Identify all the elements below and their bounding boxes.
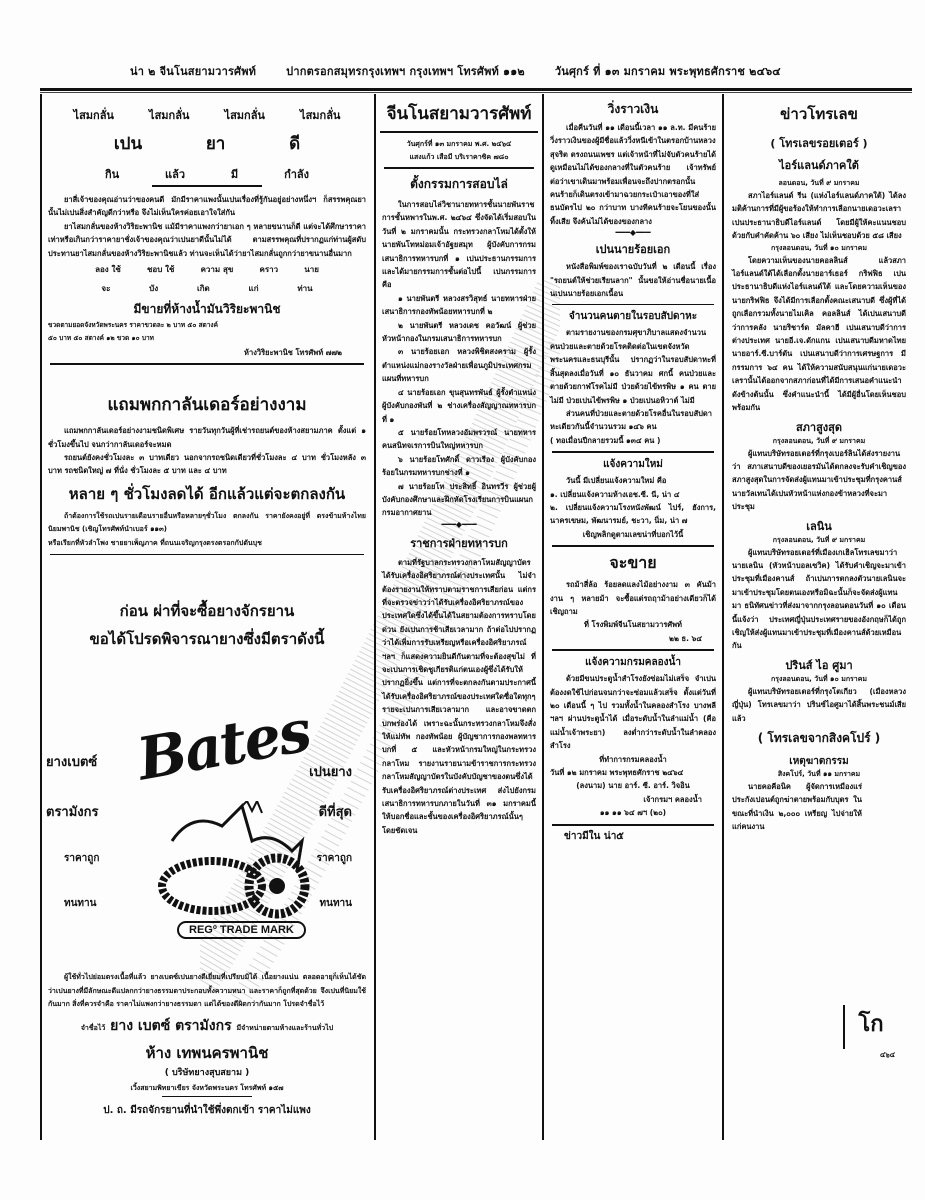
ad-text: ความ สุข [200,265,234,275]
article-para: ๑๑ ๑๑ ๖๔ ๗ฯ (๒๐) [599,808,667,818]
article-heading: ราชการฝ่ายทหารบก [410,536,508,550]
article-para: ในการสอบไล่วิชานายทหารชั้นนายพันราชการชั้นหพารในพ.ศ. ๒๔๖๔ ซึ่งจัดได้เริ่มสอบในวันที่ ๒ มกราคมนั้น กระทรวงกลาโหมได้ตั้งให้นายพันโทหม่อมเจ้าอัฐยสมุท ผู้บังคับการกรมเสนาธิการทหารบกที่ ๑ เปนประธานกรรมการ และได้มายกรรมการชั้นต่อไปนี้ เปนกรรมการ คือ [382,200,536,290]
divider [384,167,534,169]
ad-footer: ถ้าต้องการใช้รถเปนรายเดือนรายอื่นหรือหลายๆชั่วโมง ตกลงกัน ราคายังคงอยู่ที่ ตรงข้ามห้างไทยนิยมพานิช (เชิญโทรศัพท์นำเบอร์ ๑๑๓) [48,511,366,534]
column-advertisements [40,94,372,1140]
ad-text: จะ [101,284,111,294]
article [376,175,542,520]
article-para: ๓ นายร้อยเอก หลวงพิชิตสงคราม ผู้รั้งตำแหน่งแม่กองรางวัลฝ่ายเพื่อนภูมิประเทศกรมแผนที่ทหารบก [382,347,536,384]
ornament-divider: ━━━◆━━━ [615,228,651,238]
article-para: หนังสือพิมพ์ของเราฉบับวันที่ ๒ เดือนนี้ เรื่อง "รถยนต์ให้ช่วยเรียนลาก" นั้นขอให้อ่านชื่อนายเนื้อนเปนนายร้อยเอกเนื้อน [550,262,716,299]
ad-text: ไสมกลั่น [73,109,114,122]
section-subheader: ( โทรเลขรอยเตอร์ ) [770,137,868,150]
ad-shop: ห้าง เทพนครพานิช [145,1044,269,1063]
ad-small-grid [42,279,372,298]
article-para: ๒ นายพันตรี หลวงเดช คอวัฒน์ ผู้ช่วยหัวหน้ากองในกรมเสนาธิการทหารบก [382,320,536,344]
story-text: สภาไอร์แลนด์ รีน (แห่งไอร์แลนด์ภาคใต้) ได้ลงมติค้านการที่มีผู้ขอร้องให้ทำการเลือกนายเดอวะเลราเปนประธานาธิบดีไอร์แลนด์ โดยมีผู้ให้คะแนนชอบด้วยกับคำคัดค้าน ๖๐ เสียง ไม่เห็นชอบด้วย ๕๘ เสียง [732,191,906,241]
ad-line: ก่อน ผ่าที่จะซื้อยางจักรยาน [119,602,295,621]
column-telegrams [726,94,912,1140]
column-editorial [374,94,544,1140]
top-rule [40,88,912,91]
bates-illustration [42,651,372,981]
ad-address: ห้างวิริยะพานิช โทรศัพท์ ๗๗๒ [244,347,342,357]
ad-text: เกิด [196,284,210,294]
telegram-story [726,729,912,834]
ad-text: คราว [259,265,279,275]
divider [152,185,262,187]
article-para: เจ้ากรมฯ คลองน้ำ [643,794,702,804]
ad-headline-word: ยา [205,134,226,154]
ad-left-label: ตรามังกร [46,805,99,821]
ad-headline-word: เปน [113,134,143,154]
masthead-address: ปากตรอกสมุทรกรุงเทพฯ กรุงเทพฯ โทรศัพท์ ๑๑๒ [286,65,525,78]
story-text: ผู้แทนบริษัทรอยเตอร์ที่กรุงเบอร์ลินได้ส่งรายงานว่า สภาเสนาบดีของเยอรมันได้ตกลงจะรับคำเชิญของสภาสูงสุดในการจัดส่งผู้แทนมาเข้าประชุมที่กรุงคานส์ นายวัลเทนได้เปนหัวหน้าแห่งกองข้าหลวงที่จะมาประชุม [732,448,906,512]
article [544,655,722,819]
ad-right-label: ดีที่สุด [318,805,352,821]
article-para: ๕ นายร้อยโทหลวงอัมพรวรณ์ นายทหารคนสนิทจเรการบินใหญ่ทหารบก [382,427,536,451]
story-text: โดยความเห็นของนายคอลลินส์ แล้วสภาไอร์แลนด์ใต้ได้เลือกตั้งนายอาร์เธอร์ กริฟฟิธ เปนประธานาธิบดีแห่งไอร์แลนด์ใต้ และโดยความเห็นของนายกริฟฟิธ จึงได้มีการเลือกตั้งคณะเสนาบดี ซึ่งผู้ที่ได้ถูกเลือกรวมทั้งนายไมเคิล คอลลินส์ ได้เปนเสนาบดีว่าการคลัง นายริชาร์ด มัลคาฮี เปนเสนาบดีว่าการต่างประเทศ นายอี.เจ.ดักแกน เปนเสนาบดีมหาดไทย นายอาร์.ซี.บาร์ตัน เปนเสนาบดีว่าการเศรษฐการ มีกรรมการ ๖๔ คน ได้ให้ความสนับสนุนแก่นายเดอวะเลรานั้นได้ออกจากสภาก่อนที่ได้มีการเสนอคำแนะนำดังข้างต้นนั้น ซึ่งคำแนะนำนี้ ได้มีผู้อื่นโดยเห็นชอบพร้อมกัน [732,255,906,413]
article-heading: แจ้งความกรมคลองน้ำ [585,657,681,669]
ad-price: ๕๐ บาท ๕๐ สตางค์ ๑๒ ขวด ๑๐ บาท [48,334,154,343]
ad-text: ลอง ใช้ [95,265,121,275]
ad-text: กิน [104,168,120,181]
article [376,534,542,838]
ad-brand-line [42,1015,372,1037]
ad-body: ยาไสมกลั่นของห้างวิริยะพานิช แม้มีราคาแพงกว่ายาเอก ๆ หลายขนานก็ดี แต่จะได้ศึกษาราคาเท่าหรือเกินกว่าราคายาชั่งเจ้าของคุณว่าเปนยาดีนั้นไม่ได้ ตามสรรพคุณที่ปรากฏแก่ท่านผู้สดับประทานยาไสมกลั่นของห้างวิริยะพานิชแล้ว ท่านจะเห็นได้ว่ายาไสมกลั่นถูกกว่ายาขนานอื่นมาก [48,221,366,258]
divider [552,451,714,453]
story-text: ผู้แทนบริษัทรอยเตอร์ที่เมืองเกเฮิลโทรเลขมาว่า นายเลนิน (หัวหน้าบอลเซวิค) ได้รับคำเชิญจะมาเข้าประชุมที่เมืองคานส์ ถ้าเปนการตกลงตัวนายเลนินจะมาเข้าประชุมโดยตนเองหรือมิฉะนั้นก็จะจัดส่งผู้แทนมา ธนิทัศนข่าวที่ส่งมาจากกรุงลอนดอนวันที่ ๑๐ เดือนนี้แจ้งว่า ประเทศญี่ปุ่นประเทศรายของอังกฤษก็ได้ถูกเชิญให้ส่งผู้แทนมาเข้าประชุมที่เมืองคานส์ด้วยเหมือนกัน [732,547,906,651]
article [544,309,722,447]
article-para: ๑ นายพันตรี หลวงสรวิสุทธ์ นายทหารฝ่ายเสนาธิการกองทัพน้อยทหารบกที่ ๒ [382,293,536,317]
article-para: ส่วนคนที่ป่วยและตายด้วยโรคอื่นในรอบสัปดาหะเดียวกันนี้จำนวนรวม ๑๔๖ คน [550,408,712,432]
article-para: วันนี้ มีเปลี่ยนแจ้งความใหม่ คือ [566,476,667,486]
ad-text: ไสมกลั่น [149,109,190,122]
article-para: (ลงนาม) นาย อาร์. ซี. อาร์. วิจอิน [576,781,690,791]
ad-text: แล้ว [165,168,186,181]
section-header: ข่าวโทรเลข [780,105,858,123]
ad-body: แถมพกกาลันเดอร์อย่างงามชนิดพิเศษ รายวันทุกวันผู้ที่เช่ารถยนต์ของห้างสยามภาค ตั้งแต่ ๑ ชั่วโมงขึ้นไป จนกว่ากาลันเดอร์จะหมด [48,426,366,449]
dateline: สิงคโปร์, วันที่ ๑๑ มกราคม [777,770,861,778]
article-heading: ตั้งกรรมการสอบไล่ [410,177,508,191]
dragon-tyre-icon [152,801,322,921]
masthead [130,62,890,80]
ad-price: ขวดตามยอดจังหวัดพระนคร ราคาขวดละ ๒ บาท ๕๐ สตางค์ [48,321,218,330]
ad-headline: หลาย ๆ ชั่วโมงลดได้ อีกแล้วแต่จะตกลงกัน [68,484,346,503]
article-para: ( ทอเมื่อนปีกลายรวมนี้ ๑๓๔ คน ) [550,435,661,445]
ad-bates-tyres [42,559,372,1118]
ad-somkhlan [42,94,372,359]
ad-left-label: ทนทาน [64,898,97,910]
article-para: ๒. เปลี่ยนแจ้งความโรงหนังพัฒน์ ไปร์, ฮังการ, นาครเขษม, พัฒนารมย์, ชะวา, นิ่ม, น่า ๗ [550,502,716,526]
ad-title: แถมพกกาลันเดอร์อย่างงาม [107,395,307,416]
article-para: ที่ โรงพิมพ์จีนโนสยามวารศัพท์ [583,620,682,630]
article [544,100,722,228]
divider [552,304,714,305]
ad-left-label: ราคาถูก [64,853,100,865]
stamp-number: ๔๖๔ [879,1051,895,1059]
story-heading: ( โทรเลขจากสิงคโปร์ ) [757,731,881,745]
ad-footer: หรือเรียกที่หัวลำโพง ชายยาเพ็ญภาค ที่ถนนเจริญกรุงตรงตรอกกัปตันบุช [48,538,262,547]
story-text: นายคอคีอนิค ผู้จัดการเหมืองแร่ ประกังเปอนต์ถูกฆ่าตายพร้อมกับบุตร ในขณะที่นำเงิน ๒,๐๐๐ เหรียญ ไปจ่ายให้แก่คนงาน [732,782,862,832]
article-para: ตามที่รัฐบาลกระทรวงกลาโหมสัญญาบัตรได้รับเครื่องอิศริยาภรณ์ต่างประเทศนั้น ไม่จำต้องรายงานให้ทราบตามราชการเสียก่อน แต่กรที่จะตรวจข่าวว่าได้รับเครื่องอิศริยาภรณ์ของประเทศใดซึ่งได้ขึ้นได้ในสยามต้องการทราบโดยด่วน ยังเปนการช้าเสียเวลามาก ถ้าต่อไปปรากฏว่าได้เพิ่มการรับเหรียญหรือเครื่องอิศริยาภรณ์ ฯลฯ ก็แสดงความยินดีกันตามที่จะต้องสุขไม่ ที่จะเปนการเชิดชูเกียรติแก่ตนเองผู้ซึ่งได้รับให้ปรากฏยิ่งขึ้น แต่การที่จะตกลงกันตามประกาศนี้ ได้รับเครื่องอิศริยาภรณ์ของประเทศใดซื่อใดทุกๆ รายจะเปนการเสียเวลามาก และอาจขาดตกบกพร่องได้ เพราะฉะนั้นกระทรวงกลาโหมจึงสั่งให้แม่ทัพ กองทัพน้อย ผู้บัญชาการกองพลทหารบกที่ ๕ และหัวหน้ากรมใหญ่ในกระทรวงกลาโหม รายงานรายนามข้าราชการกระทรวงกลาโหมสัญญาบัตรในบังคับบัญชาของตนซึ่งได้รับเครื่องอิศริยาภรณ์ต่างประเทศ ส่งไปยังกรมเสนาธิการทหารบกภายในวันที่ ๓๑ มกราคมนี้ ให้บอกชื่อและชั้นของเครื่องอิศริยาภรณ์นั้นๆ โดยชัดเจน [382,557,536,835]
ad-text: ท่าน [297,284,313,294]
ad-text: มี [230,168,239,181]
page-stamp [843,1005,897,1049]
top-rule-thin [40,92,912,93]
ad-text: ชอบ ใช้ [146,265,175,275]
story-heading: เลนิน [806,519,832,533]
article-para: ๔ นายร้อยเอก ขุนสุนทรพันธ์ ผู้รั้งตำแหน่งผู้บังคับกองพันที่ ๒ ช่างเครื่องสัญญาณทหารบกที่ ๑ [382,387,536,424]
article-heading: วิ่งราวเงิน [607,102,659,116]
paper-title: จีนโนสยามวารศัพท์ [386,104,532,124]
divider [162,1096,252,1097]
dateline: กรุงลอนดอน, วันที่ ๙ มกราคม [772,436,866,445]
ad-text: มีจำหน่ายตามห้างและร้านทั่วไป [236,1024,334,1033]
article-para: ๖ นายร้อยโทศักดิ์ ดาวเรือง ผู้บังคับกองร้อยในกรมทหารบกช่างที่ ๑ [382,454,536,478]
ad-somkhlan-headline [42,124,372,157]
article-heading: จะขาย [609,553,657,573]
story-heading: สภาสูงสุด [795,420,843,434]
article [544,240,722,300]
ad-text: บัง [149,284,159,294]
telegram-story [726,178,912,243]
article-para: ๗ นายร้อยโท ประสิทธิ์ อินทรวีร ผู้ช่วยผู้บังคับกองศึกษาและฝึกหัดโรงเรียนการบินแผนกกรมอากาศยาน [382,481,536,518]
paper-title-box [380,94,538,133]
bates-logo: Bates [132,696,315,794]
ad-line: ขอได้โปรดพิจารณายางซึ่งมีตราดังนี้ [89,630,325,649]
ad-calendar [42,369,372,550]
story-heading: ปรินส์ ไอ ศูมา [785,658,853,672]
stamp-letter: โก [858,1012,884,1037]
ad-right-label: ทนทาน [319,898,352,910]
ad-text: ไสมกลั่น [300,109,341,122]
ad-text: แก่ [248,284,259,294]
ad-text: จำชื่อไว้ [80,1024,106,1033]
ad-text: นาย [304,265,319,275]
article-para: เชิญพลิกดูตามเลขน่าที่บอกไว้นี้ [582,529,684,539]
column-local-news [544,94,724,1140]
ad-left-label: ยางเบตซ์ [46,755,98,771]
article-heading: แจ้งความใหม่ [603,459,663,471]
ad-body: รถยนต์ยังคงชั่วโมงละ ๓ บาทเดียว นอกจากรถชนิดเดียวที่ชั่วโมงละ ๔ บาท ชั่วโมงหลัง ๓ บาท รถชนิดใหญ่ ๗ ที่นั่ง ชั่วโมงละ ๕ บาท และ ๔ บาท [48,453,366,476]
telegram-story [726,656,912,725]
divider [50,554,364,555]
ad-seller: มีขายที่ห้างน้ำมันวิริยะพานิช [133,302,281,317]
ad-body: ยาสี่เจ้าของคุณอ่านว่าของคนดี มักมีราคาแพงนั้นเปนเรื่องที่รู้กันอยู่อย่างหนึ่งฯ ก็สรรพคุณยานั้นไม่เปนสิ่งสำคัญดีกว่าหรือ จึงไม่เห็นใครค่อยเอาใจใส่กัน [48,195,366,218]
article-para: ตามรายงานของกรมศุขาภิบาลแสดงจำนวนคนป่วยและตายด้วยโรคติดต่อในเขตจังหวัดพระนครและธนบุรีนั้น ปรากฏว่าในรอบสัปดาหะที่สิ้นสุดลงเมื่อวันที่ ๑๐ ธันวาคม ศกนี้ คนป่วยและตายด้วยกาฬโรคไม่มี ป่วยด้วยไข้ทรพิษ ๑ คน ตายไม่มี ป่วยเปนไข้พรพิษ ๑ ป่วยเปนอหิวาต์ ไม่มี [550,328,716,405]
ad-text: กำลัง [284,168,310,181]
article-para: เมื่อคืนวันที่ ๑๑ เดือนนี้เวลา ๑๑ ล.ท. มีคนร้ายวิ่งราวเงินของผู้มีชื่อแล้ววิ่งหนีเข้าในตรอกบ้านหลวงสุจริต ตรงถนนเพชร แต่เจ้าหน้าที่ไม่จับตัวคนร้ายได้ ดูเหมือนไม่ได้ของกลางที่ในตัวคนร้าย เจ้าทรัพย์ต่อว่าเขาเดินมาพร้อมเพื่อนจะถึงปากตรอกนั้น คนร้ายก็เดินตรงเข้ามาฉวยกระเป๋าเอาของที่ใส่ธนบัตรไป ๒๐ กว่าบาท บางทีคนร้ายจะโยนของนั้นทิ้งเสีย จึงค้นไม่ได้ของของกลาง [550,123,716,226]
divider [50,363,364,365]
ad-somkhlan-top-row [42,94,372,124]
dateline: กรุงลอนดอน, วันที่ ๑๐ มกราคม [770,243,868,252]
article-para: รถม้าสี่ล้อ ร้อยลดแลงไม้อย่างงาม ๓ คันม้างาน ๆ หลายม้า จะซื้อแต่รถฤาม้าอย่างเดียวก็ได้ เชิญถาม [550,580,716,616]
article-para: ที่ทำการกรมคลองน้ำ [599,754,667,764]
article-para: ๑. เปลี่ยนแจ้งความห้างเอช.ซี. นี, น่า ๔ [550,489,680,499]
dateline: กรุงลอนดอน, วันที่ ๙ มกราคม [772,535,866,544]
story-text: ผู้แทนบริษัทรอยเตอร์ที่กรุงโตเกียว (เมืองหลวงญี่ปุ่น) โทรเลขมาว่า ปรินซ์ไอศูมาได้สิ้นพระชนม์เสียแล้ว [732,686,906,723]
ad-brand-name: ยาง เบตซ์ ตรามังกร [110,1018,232,1035]
section-subheader: ไอร์แลนด์ภาคใต้ [779,159,859,172]
divider [552,545,714,547]
article-para: ๒๒ ธ. ๖๔ [669,633,702,643]
ad-right-label: เปนยาง [309,765,352,781]
divider [552,649,714,651]
story-subheading: เหตุฆาตกรรม [789,756,849,767]
article-para: วันที่ ๑๒ มกราคม พระพุทธศักราช ๒๔๖๔ [550,768,684,778]
ad-headline-word: ดี [289,134,301,154]
continued-note: ข่าวมีใน น่า๕ [564,830,624,842]
ad-note: ป. ถ. มีรถจักรยานที่นำใช้พึ่งตกเข้า ราคาไม่แพง [103,1105,311,1117]
ad-body: ผู้ใช้ทั่วไปย่อมตรงเนื้อที่แล้ว ยางเบตซ์เปนยางดีเยี่ยมที่เปรียบมิได้ เนื้อยางแน่น ตลอดอายุก็เห็นได้ชัดว่าเปนยางที่มีลักษณะดีแปลกกว่ายางธรรมดาประกอบทั้งความหนา และราคาก็ถูกที่สุดด้วย จึงเปนที่นิยมใช้กันมาก สิ่งที่ควรจำคือ ราคาไม่แพงกว่ายางธรรมดา แต่ได้ของดีผิดกว่ากันมาก โปรดจำชื่อไว้ [48,973,366,1008]
trademark-badge: REGº TRADE MARK [177,921,306,939]
article-heading: เปนนายร้อยเอก [595,243,671,257]
ad-shop-sub: ( บริษัทยางสุบสยาม ) [164,1068,250,1079]
article-para: ด้วยมีขนประตูน้ำสำโรงยังซ่อมไม่เสร็จ จำเปนต้องงดใช้ไปก่อนจนกว่าจะซ่อมแล้วเสร็จ ตั้งแต่วันที่ ๒๐ เดือนนี้ ๆ ไป รวมทั้งน้ำในคลองสำโรง บางพลี ฯลฯ ผ่านประตูน้ำได้ เมื่อระดับน้ำในลำแม่น้ำ (คือแม่น้ำเจ้าพระยา) ลงต่ำกว่าระดับน้ำในลำคลองสำโรง [550,674,716,751]
dateline: ลอนดอน, วันที่ ๙ มกราคม [778,179,860,187]
page-label: น่า ๒ จีนโนสยามวารศัพท์ [130,65,257,78]
ad-text: ไสมกลั่น [224,109,265,122]
ornament-divider: ━━━◆━━━ [441,519,477,529]
editor-line: แสงแก้ว เสือมี บริเราคาซิค ๗๘๐ [409,153,509,161]
ad-small-grid [42,260,372,279]
ad-shop-address: เวิ้งสยามพิทยาเขียร จังหวัดพระนคร โทรศัพท์ ๑๕๗ [130,1084,284,1093]
dateline: กรุงลอนดอน, วันที่ ๑๐ มกราคม [770,674,868,683]
telegram-story [726,517,912,653]
article-heading: จำนวนคนตายในรอบสัปดาหะ [568,311,698,323]
telegram-story [726,418,912,514]
telegram-story [726,243,912,415]
ad-somkhlan-subrow [42,157,372,183]
divider [552,824,714,826]
article [544,457,722,541]
ad-right-label: ราคาถูก [316,853,352,865]
issue-line: วันศุกร์ที่ ๑๓ มกราคม พ.ศ. ๒๔๖๔ [406,140,512,148]
article [544,551,722,645]
masthead-date: วันศุกร์ ที่ ๑๓ มกราคม พระพุทธศักราช ๒๔๖๔ [554,65,781,78]
